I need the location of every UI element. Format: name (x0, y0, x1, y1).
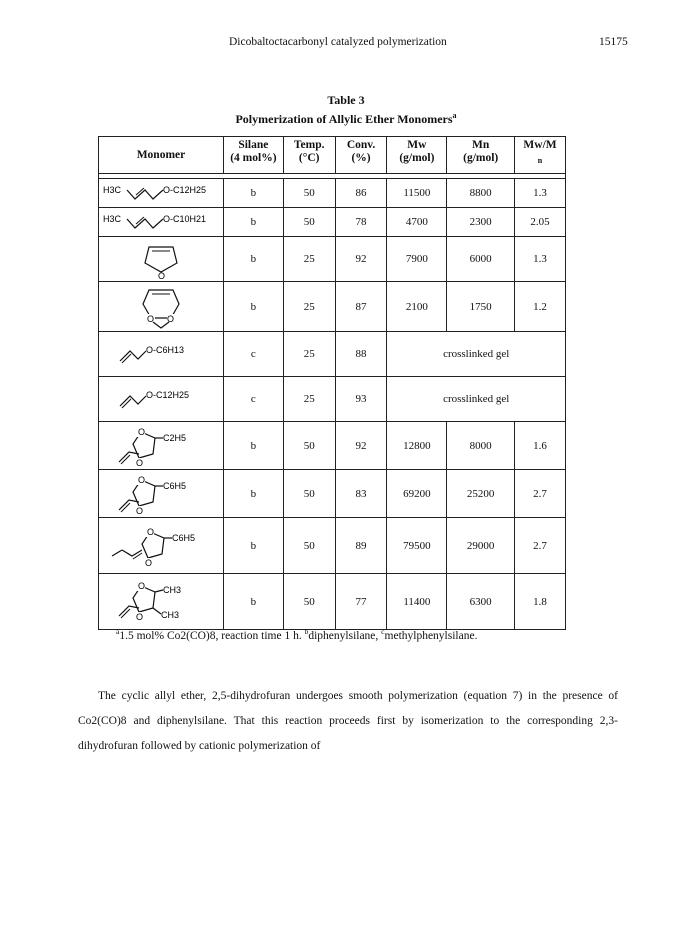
table-row (99, 470, 566, 518)
svg-text:H3C: H3C (102, 214, 121, 224)
mw-cell: 11500 (387, 179, 447, 208)
temp-cell: 50 (283, 574, 335, 630)
header-mw: Mw (g/mol) (387, 137, 447, 174)
silane-cell: b (223, 282, 283, 332)
header-silane: Silane (4 mol%) (223, 137, 283, 174)
data-table (98, 136, 566, 630)
silane-cell: c (223, 332, 283, 377)
svg-text:O: O (137, 474, 145, 485)
mw-cell: 12800 (387, 422, 447, 470)
pdi-cell: 2.05 (515, 208, 566, 237)
table-row (99, 332, 566, 377)
pdi-cell: 1.2 (515, 282, 566, 332)
silane-cell: b (223, 574, 283, 630)
table-row (99, 518, 566, 574)
svg-text:C2H5: C2H5 (162, 432, 186, 443)
silane-cell: b (223, 237, 283, 282)
conv-cell: 87 (335, 282, 387, 332)
svg-text:O-C12H25: O-C12H25 (145, 390, 190, 400)
header-conv: Conv. (%) (335, 137, 387, 174)
mn-cell: 25200 (447, 470, 515, 518)
svg-text:O: O (146, 526, 154, 537)
mn-cell: 6300 (447, 574, 515, 630)
svg-text:C6H5: C6H5 (162, 480, 186, 491)
mw-cell: 69200 (387, 470, 447, 518)
temp-cell: 25 (283, 332, 335, 377)
gel-cell: crosslinked gel (387, 377, 566, 422)
svg-text:C6H5: C6H5 (171, 532, 195, 543)
monomer-structure (99, 470, 224, 518)
silane-cell: b (223, 470, 283, 518)
monomer-structure (99, 422, 224, 470)
mn-cell: 8800 (447, 179, 515, 208)
temp-cell: 25 (283, 377, 335, 422)
conv-cell: 92 (335, 422, 387, 470)
temp-cell: 25 (283, 282, 335, 332)
silane-cell: b (223, 422, 283, 470)
allyl-hexyl-ether-structure (106, 339, 216, 369)
pdi-cell: 1.3 (515, 237, 566, 282)
monomer-structure (99, 518, 224, 574)
conv-cell: 78 (335, 208, 387, 237)
svg-text:O-C12H25: O-C12H25 (162, 185, 207, 195)
temp-cell: 50 (283, 422, 335, 470)
table-row (99, 377, 566, 422)
mw-cell: 2100 (387, 282, 447, 332)
conv-cell: 83 (335, 470, 387, 518)
table-footnote: $^a$1.5 mol% Co2(CO)8, reaction time 1 h. $^b$diphenylsilane, $^c$methylphenylsilane. (116, 627, 478, 642)
pdi-cell: 1.8 (515, 574, 566, 630)
svg-text:O: O (157, 271, 165, 279)
vinyl-dioxolane-ethyl-structure (111, 424, 211, 468)
svg-text:O: O (135, 505, 143, 516)
pdi-cell: 2.7 (515, 470, 566, 518)
temp-cell: 50 (283, 518, 335, 574)
mw-cell: 4700 (387, 208, 447, 237)
svg-text:O-C6H13: O-C6H13 (145, 345, 184, 355)
monomer-structure (99, 332, 224, 377)
temp-cell: 25 (283, 237, 335, 282)
conv-cell: 89 (335, 518, 387, 574)
conv-cell: 92 (335, 237, 387, 282)
svg-text:O-C10H21: O-C10H21 (162, 214, 207, 224)
crotyl-ether-c12-structure (101, 181, 221, 205)
propenyl-dioxolane-phenyl-structure (106, 524, 216, 568)
conv-cell: 93 (335, 377, 387, 422)
svg-text:O: O (137, 580, 145, 591)
dihydrofuran-structure (131, 239, 191, 279)
table-label: Table 3 (327, 93, 365, 107)
mn-cell: 1750 (447, 282, 515, 332)
monomer-structure (99, 574, 224, 630)
table-title-footnote-mark: a (452, 111, 457, 120)
mn-cell: 29000 (447, 518, 515, 574)
svg-text:O: O (166, 313, 174, 324)
monomer-structure (99, 377, 224, 422)
table-row (99, 208, 566, 237)
header-row (99, 137, 566, 174)
temp-cell: 50 (283, 179, 335, 208)
table-row (99, 179, 566, 208)
table-title: Polymerization of Allylic Ether Monomers (235, 112, 453, 126)
monomer-structure (99, 179, 224, 208)
silane-cell: b (223, 518, 283, 574)
allyl-dodecyl-ether-structure (106, 384, 216, 414)
svg-text:O: O (144, 557, 152, 568)
svg-text:O: O (137, 426, 145, 437)
mn-cell: 2300 (447, 208, 515, 237)
pdi-cell: 1.6 (515, 422, 566, 470)
svg-text:O: O (146, 313, 154, 324)
pdi-cell: 2.7 (515, 518, 566, 574)
monomer-structure (99, 282, 224, 332)
table-title-line (0, 108, 692, 127)
table-caption (0, 93, 692, 127)
silane-cell: b (223, 179, 283, 208)
mw-cell: 11400 (387, 574, 447, 630)
page-number: 15175 (599, 36, 628, 48)
mn-cell: 8000 (447, 422, 515, 470)
mw-cell: 7900 (387, 237, 447, 282)
gel-cell: crosslinked gel (387, 332, 566, 377)
body-paragraph (78, 684, 618, 759)
vinyl-dioxolane-dimethyl-structure (111, 578, 211, 626)
monomer-structure (99, 237, 224, 282)
header-temp: Temp. (°C) (283, 137, 335, 174)
header-mn: Mn (g/mol) (447, 137, 515, 174)
mw-cell: 79500 (387, 518, 447, 574)
conv-cell: 86 (335, 179, 387, 208)
svg-text:O: O (135, 611, 143, 622)
temp-cell: 50 (283, 208, 335, 237)
dioxepin-structure (131, 284, 191, 330)
running-head-title: Dicobaltoctacarbonyl catalyzed polymerization (229, 36, 447, 48)
svg-text:H3C: H3C (102, 185, 121, 195)
table-row (99, 574, 566, 630)
paragraph-text: The cyclic allyl ether, 2,5-dihydrofuran undergoes smooth polymerization (equation 7) in the presence of Co2(CO)8 and diphenylsilane. That this reaction proceeds first by isomerization to the corresponding 2,3-dihydrofuran followed by cationic polymerization of (78, 690, 618, 752)
svg-text:CH3: CH3 (162, 584, 181, 595)
vinyl-dioxolane-phenyl-structure (111, 472, 211, 516)
monomer-structure (99, 208, 224, 237)
svg-text:O: O (135, 457, 143, 468)
table-row (99, 282, 566, 332)
conv-cell: 88 (335, 332, 387, 377)
conv-cell: 77 (335, 574, 387, 630)
temp-cell: 50 (283, 470, 335, 518)
header-pdi: Mw/M n (515, 137, 566, 174)
table-row (99, 237, 566, 282)
table-row (99, 422, 566, 470)
mn-cell: 6000 (447, 237, 515, 282)
silane-cell: b (223, 208, 283, 237)
silane-cell: c (223, 377, 283, 422)
pdi-cell: 1.3 (515, 179, 566, 208)
crotyl-ether-c10-structure (101, 210, 221, 234)
svg-text:CH3: CH3 (160, 609, 179, 620)
header-monomer: Monomer (99, 137, 224, 174)
